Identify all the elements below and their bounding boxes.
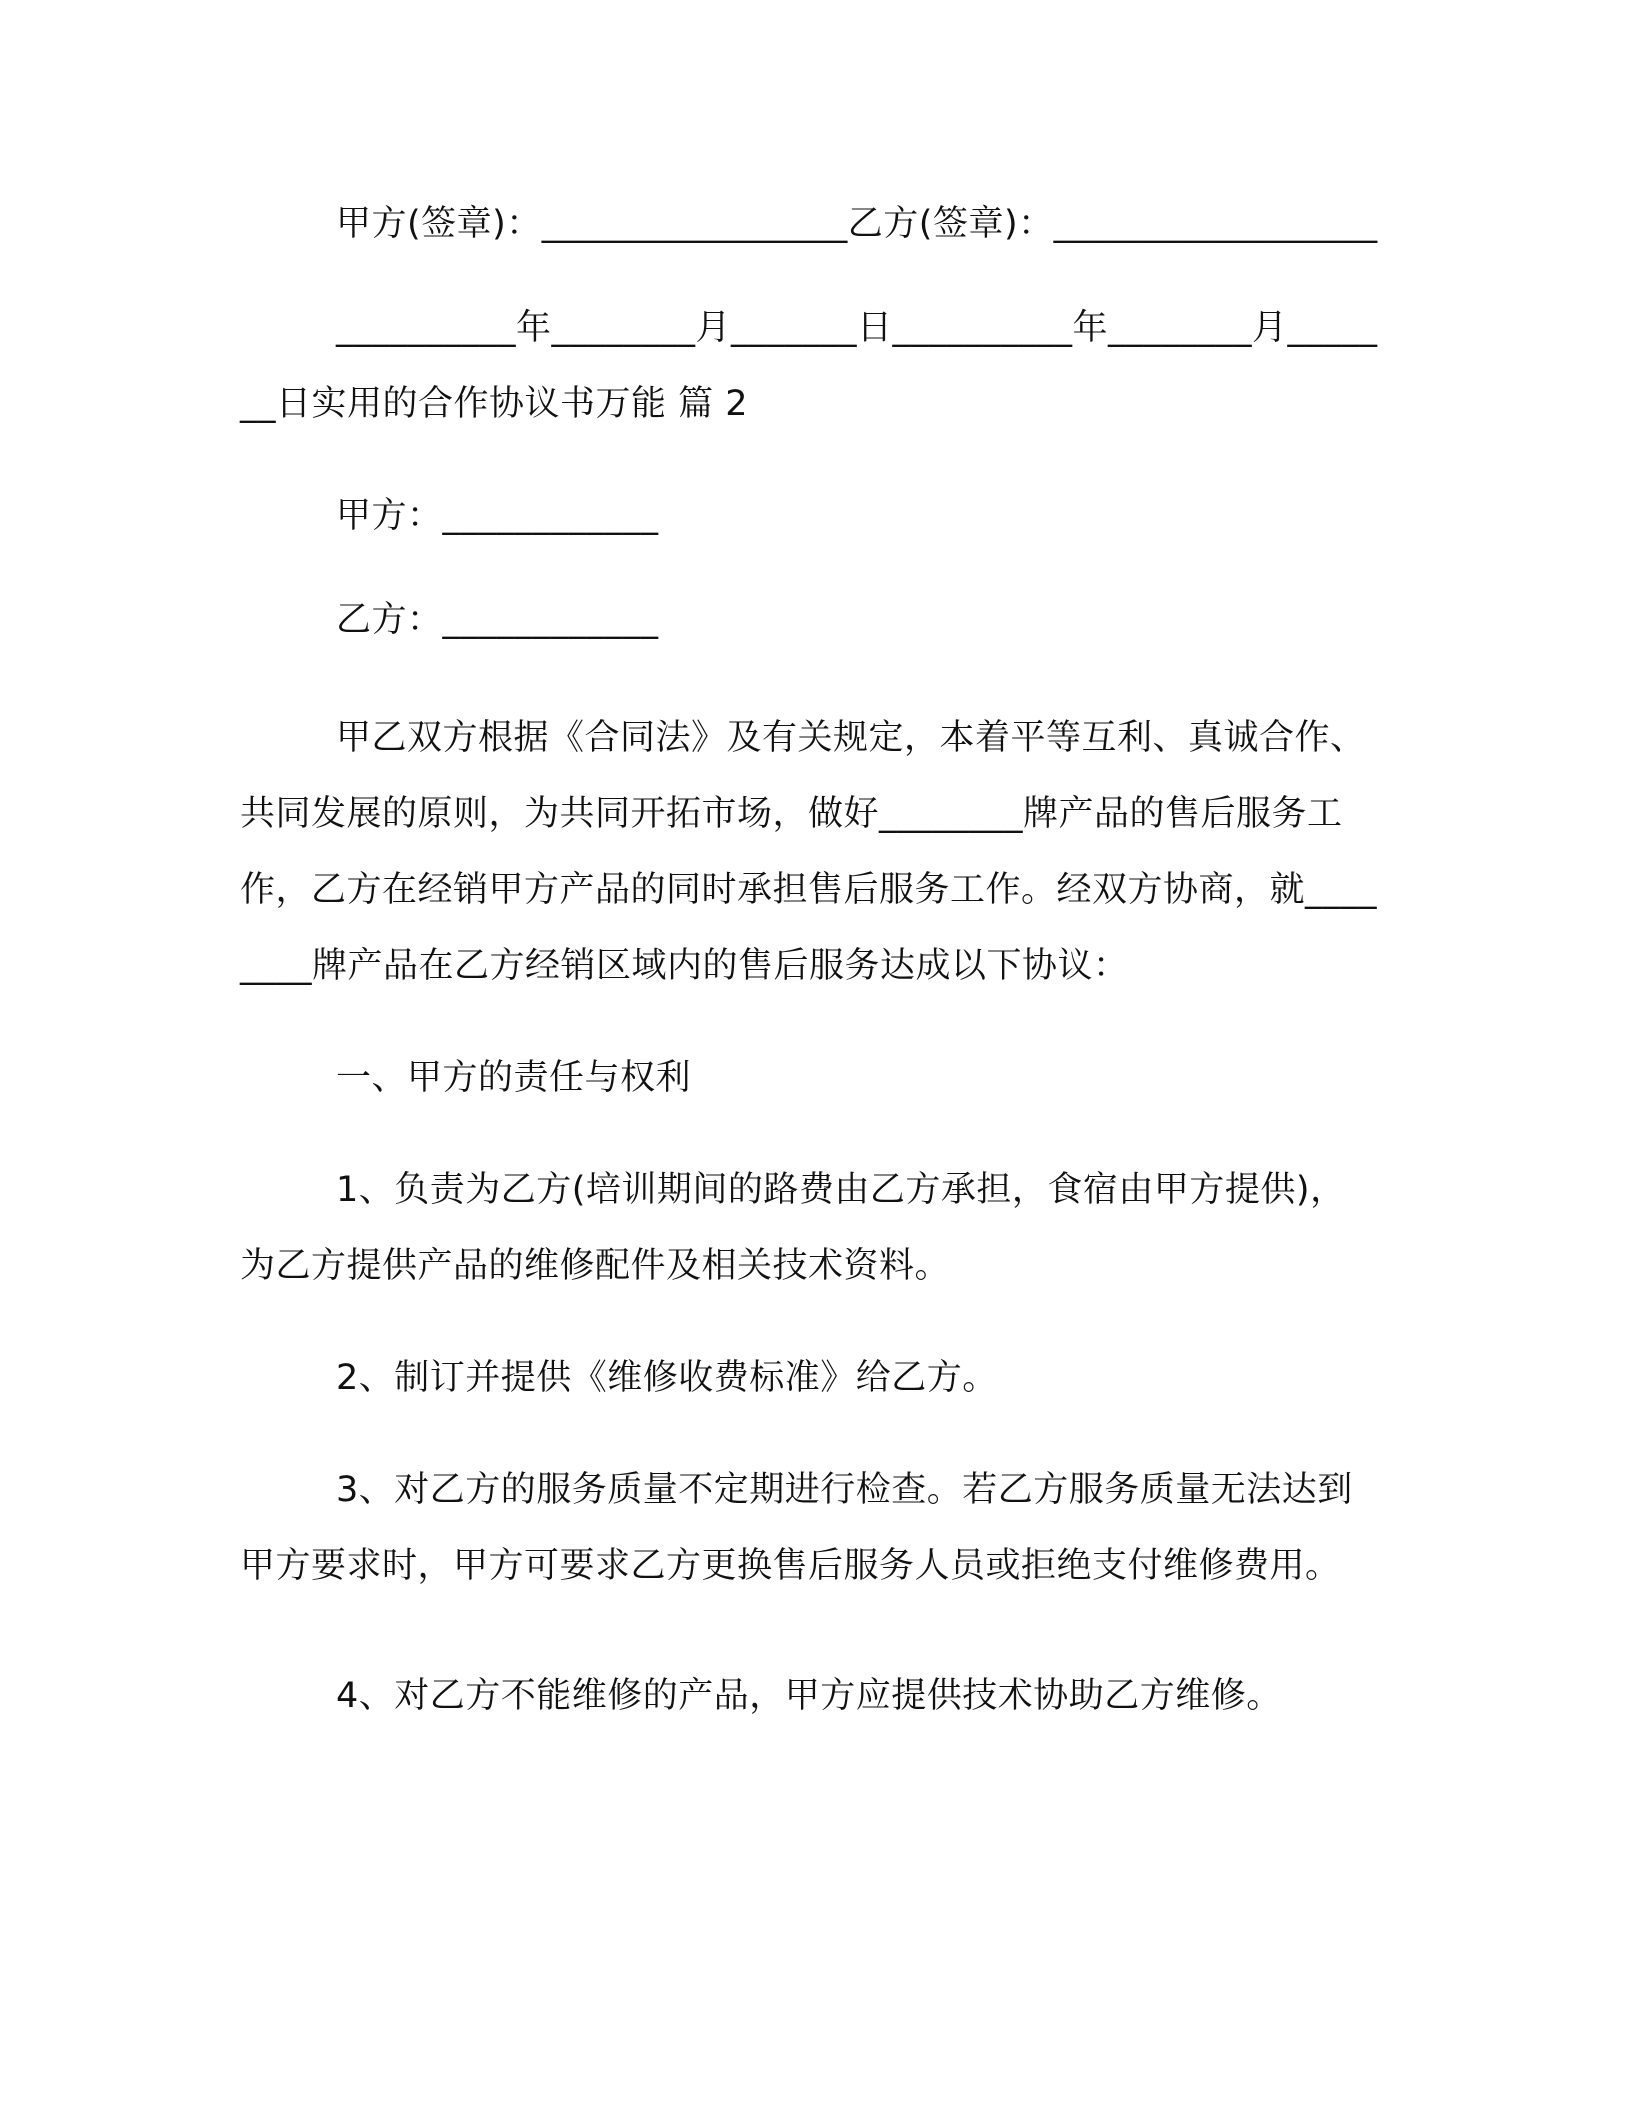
clause-2: 2、制订并提供《维修收费标准》给乙方。 bbox=[336, 1358, 998, 1398]
section-heading: 一、甲方的责任与权利 bbox=[336, 1058, 692, 1098]
party-a-line: 甲方：____________ bbox=[336, 496, 659, 536]
clause-1: 1、负责为乙方(培训期间的路费由乙方承担，食宿由甲方提供)，为乙方提供产品的维修配件及相关技术资料。 bbox=[240, 1170, 1346, 1286]
date-line-and-section-title: __________年________月_______日__________年________月_______日实用的合作协议书万能 篇 2 bbox=[240, 308, 1378, 424]
document-body bbox=[240, 186, 1380, 1734]
clause-3: 3、对乙方的服务质量不定期进行检查。若乙方服务质量无法达到甲方要求时，甲方可要求乙方更换售后服务人员或拒绝支付维修费用。 bbox=[240, 1470, 1353, 1586]
clause-4: 4、对乙方不能维修的产品，甲方应提供技术协助乙方维修。 bbox=[336, 1676, 1282, 1716]
signature-line: 甲方(签章)：_________________乙方(签章)：__________________ bbox=[336, 204, 1378, 244]
preamble-paragraph: 甲乙双方根据《合同法》及有关规定，本着平等互利、真诚合作、共同发展的原则，为共同开拓市场，做好________牌产品的售后服务工作，乙方在经销甲方产品的同时承担售后服务工作。经双方协商，就________牌产品在乙方经销区域内的售后服务达成以下协议： bbox=[240, 718, 1378, 986]
party-b-line: 乙方：____________ bbox=[336, 600, 659, 640]
